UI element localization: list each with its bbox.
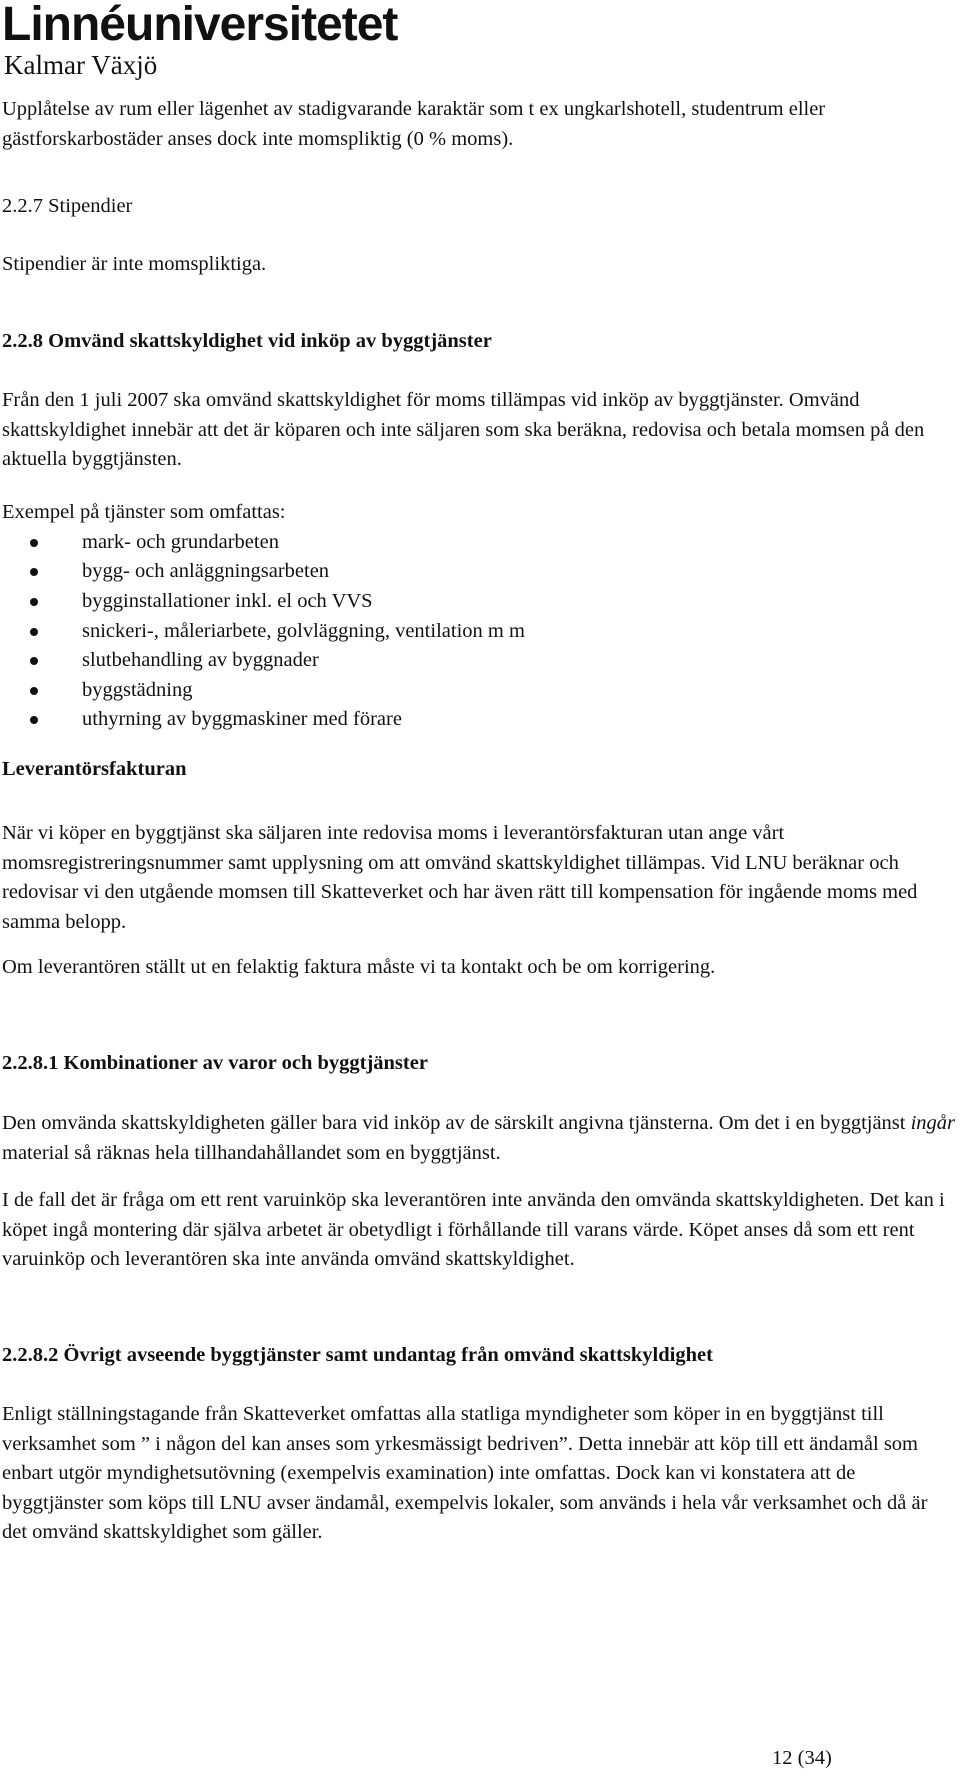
section-2-2-7-heading: 2.2.7 Stipendier [2, 195, 133, 217]
supplier-invoice-heading: Leverantörsfakturan [2, 758, 187, 780]
logo-wordmark: Linnéuniversitetet [2, 0, 398, 51]
section-2-2-7-text: Stipendier är inte momspliktiga. [2, 253, 267, 275]
section-2-2-8-1-heading: 2.2.8.1 Kombinationer av varor och byggtjänster [2, 1052, 428, 1074]
section-2-2-8-2-heading: 2.2.8.2 Övrigt avseende byggtjänster samt undantag från omvänd skattskyldighet [2, 1344, 713, 1366]
bullet-icon [30, 687, 38, 695]
intro-paragraph: Upplåtelse av rum eller lägenhet av stadigvarande karaktär som t ex ungkarlshotell, studentrum eller gästforskarbostäder anses dock inte momspliktig (0 % moms). [2, 98, 826, 150]
bullet-icon [30, 539, 38, 547]
examples-heading: Exempel på tjänster som omfattas: [2, 501, 286, 523]
bullet-icon [30, 657, 38, 665]
page-number: 12 (34) [772, 1747, 832, 1769]
logo-subtitle: Kalmar Växjö [4, 50, 158, 80]
section-2-2-8-1-paragraph-1: Den omvända skattskyldigheten gäller bara vid inköp av de särskilt angivna tjänsterna. Om det i en byggtjänst ingår material så räknas hela tillhandahållandet som en byggtjänst. [2, 1112, 956, 1164]
bullet-icon [30, 568, 38, 576]
section-2-2-8-paragraph: Från den 1 juli 2007 ska omvänd skattskyldighet för moms tillämpas vid inköp av byggtjänster. Omvänd skattskyldighet innebär att det är köparen och inte säljaren som ska beräkna, redovisa och betala momsen på den aktuella byggtjänsten. [2, 389, 925, 470]
section-2-2-8-heading: 2.2.8 Omvänd skattskyldighet vid inköp av byggtjänster [2, 330, 492, 352]
university-logo [2, 2, 397, 80]
correction-paragraph: Om leverantören ställt ut en felaktig faktura måste vi ta kontakt och be om korrigering. [2, 956, 716, 978]
bullet-icon [30, 628, 38, 636]
section-2-2-8-2-paragraph: Enligt ställningstagande från Skatteverket omfattas alla statliga myndigheter som köper in en byggtjänst till verksamhet som ” i någon del kan anses som yrkesmässigt bedriven”. Detta innebär att köp till ett ändamål som enbart utgör myndighetsutövning (exempelvis examination) inte omfattas. Dock kan vi konstatera att de byggtjänster som köps till LNU avser ändamål, exempelvis lokaler, som används i hela vår verksamhet och då är det omvänd skattskyldighet som gäller. [2, 1403, 928, 1543]
bullet-icon [30, 716, 38, 724]
supplier-invoice-paragraph: När vi köper en byggtjänst ska säljaren inte redovisa moms i leverantörsfakturan utan ange vårt momsregistreringsnummer samt upplysning om att omvänd skattskyldighet tillämpas. Vid LNU beräknar och redovisar vi den utgående momsen till Skatteverket och har även rätt till kompensation för ingående moms med samma belopp. [2, 822, 918, 933]
section-2-2-8-1-paragraph-2: I de fall det är fråga om ett rent varuinköp ska leverantören inte använda den omvända skattskyldigheten. Det kan i köpet ingå montering där själva arbetet är obetydligt i förhållande till varans värde. Köpet anses då som ett rent varuinköp och leverantören ska inte använda omvänd skattskyldighet. [2, 1189, 945, 1270]
bullet-icon [30, 598, 38, 606]
